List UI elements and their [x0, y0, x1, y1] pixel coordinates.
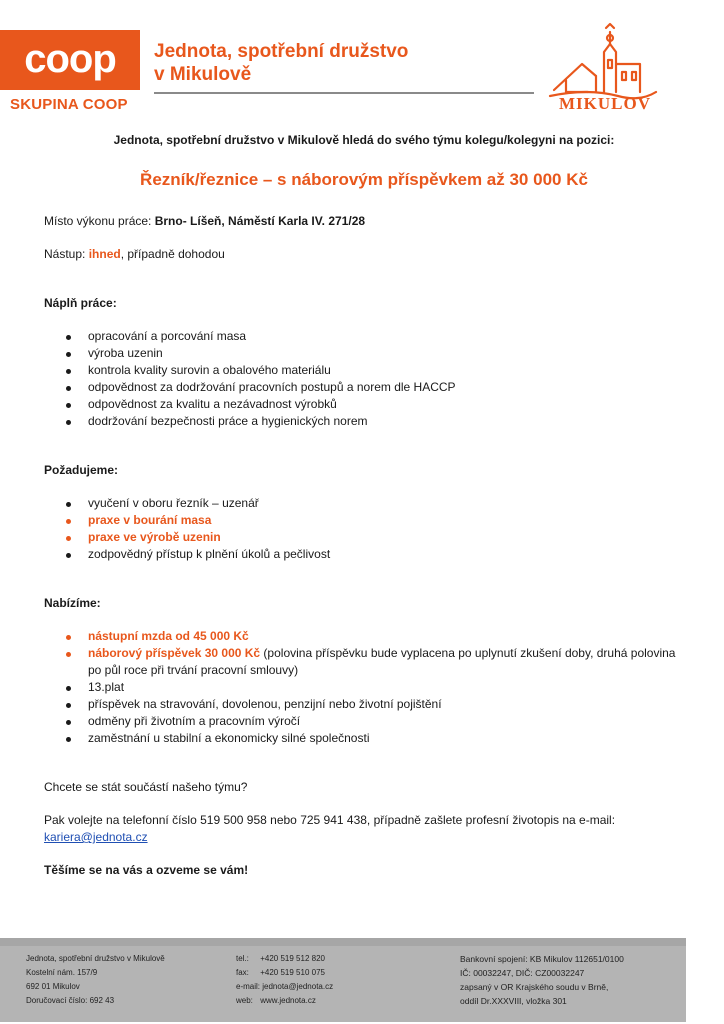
footer-email-label: e-mail: [236, 982, 261, 991]
footer-fax: +420 519 510 075 [260, 968, 325, 977]
footer-line: Kostelní nám. 157/9 [26, 968, 98, 977]
duties-heading: Náplň práce: [44, 296, 117, 310]
list-item: zaměstnání u stabilní a ekonomicky silné společnosti [88, 730, 684, 747]
footer-contacts [236, 952, 333, 1008]
offer-heading: Nabízíme: [44, 596, 101, 610]
coop-logo [0, 30, 140, 90]
footer-tel: +420 519 512 820 [260, 954, 325, 963]
letterhead [0, 0, 724, 120]
duties-list [44, 328, 684, 430]
list-item [88, 645, 684, 679]
footer-line: 692 01 Mikulov [26, 982, 80, 991]
org-title-line1: Jednota, spotřební družstvo [154, 41, 409, 62]
contact-instructions: Pak volejte na telefonní číslo 519 500 958 nebo 725 941 438, případně zašlete profesní životopis na e-mail: [44, 813, 616, 827]
intro-text: Jednota, spotřební družstvo v Mikulově hledá do svého týmu kolegu/kolegyni na pozici: [113, 133, 615, 147]
requirements-heading: Požadujeme: [44, 463, 119, 477]
footer-tel-label: tel.: [236, 954, 249, 963]
footer-line: zapsaný v OR Krajského soudu v Brně, [460, 982, 609, 992]
list-item: dodržování bezpečnosti práce a hygienických norem [88, 413, 684, 430]
list-item: praxe ve výrobě uzenin [88, 529, 684, 546]
footer [0, 938, 686, 1022]
footer-line: Bankovní spojení: KB Mikulov 112651/0100 [460, 954, 624, 964]
list-item: zodpovědný přístup k plnění úkolů a pečlivost [88, 546, 684, 563]
footer-line: IČ: 00032247, DIČ: CZ00032247 [460, 968, 585, 978]
coop-logo-mark [10, 38, 130, 82]
footer-line: Jednota, spotřební družstvo v Mikulově [26, 954, 165, 963]
footer-web[interactable]: www.jednota.cz [260, 996, 316, 1005]
footer-email[interactable]: jednota@jednota.cz [262, 982, 334, 991]
list-item: příspěvek na stravování, dovolenou, penzijní nebo životní pojištění [88, 696, 684, 713]
list-item: nástupní mzda od 45 000 Kč [88, 628, 684, 645]
list-item: odměny při životním a pracovním výročí [88, 713, 684, 730]
header-divider [154, 92, 534, 94]
cta-question: Chcete se stát součástí našeho týmu? [44, 780, 248, 794]
start-date-value: ihned [88, 247, 121, 261]
footer-fax-label: fax: [236, 968, 249, 977]
start-date-label: Nástup: [44, 247, 89, 261]
closing-text: Těšíme se na vás a ozveme se vám! [44, 863, 249, 877]
footer-line: oddíl Dr.XXXVIII, vložka 301 [460, 996, 567, 1006]
list-item: vyučení v oboru řezník – uzenář [88, 495, 684, 512]
list-item: praxe v bourání masa [88, 512, 684, 529]
footer-web-label: web: [236, 996, 253, 1005]
logo-subtitle: SKUPINA COOP [10, 96, 128, 113]
start-date [44, 246, 684, 263]
work-location [44, 213, 684, 230]
coop-logo-text: coop [24, 38, 116, 81]
footer-registration [460, 952, 624, 1008]
contact-text [44, 812, 684, 846]
footer-strip [0, 938, 686, 946]
start-date-rest: , případně dohodou [120, 247, 225, 261]
requirements-list [44, 495, 684, 563]
list-item: odpovědnost za dodržování pracovních postupů a norem dle HACCP [88, 379, 684, 396]
offer-bonus-rest: (polovina příspěvku bude vyplacena po uplynutí zkušení doby, druhá polovina po půl roce při trvání pracovní smlouvy) [88, 646, 676, 677]
list-item: kontrola kvality surovin a obalového materiálu [88, 362, 684, 379]
email-link[interactable]: kariera@jednota.cz [44, 830, 148, 844]
offer-bonus-accent: náborový příspěvek 30 000 Kč [88, 646, 261, 660]
list-item: 13.plat [88, 679, 684, 696]
work-location-label: Místo výkonu práce: [44, 214, 155, 228]
footer-line: Doručovací číslo: 692 43 [26, 996, 115, 1005]
org-title [154, 40, 484, 86]
job-title: Řezník/řeznice – s náborovým příspěvkem až 30 000 Kč [140, 170, 588, 189]
org-title-line2: v Mikulově [154, 64, 252, 85]
list-item: výroba uzenin [88, 345, 684, 362]
town-name: MIKULOV [559, 94, 651, 113]
work-location-value: Brno- Líšeň, Náměstí Karla IV. 271/28 [154, 214, 366, 228]
list-item: opracování a porcování masa [88, 328, 684, 345]
offer-list [44, 628, 684, 747]
job-posting [44, 132, 684, 879]
list-item: odpovědnost za kvalitu a nezávadnost výrobků [88, 396, 684, 413]
footer-address [26, 952, 165, 1008]
